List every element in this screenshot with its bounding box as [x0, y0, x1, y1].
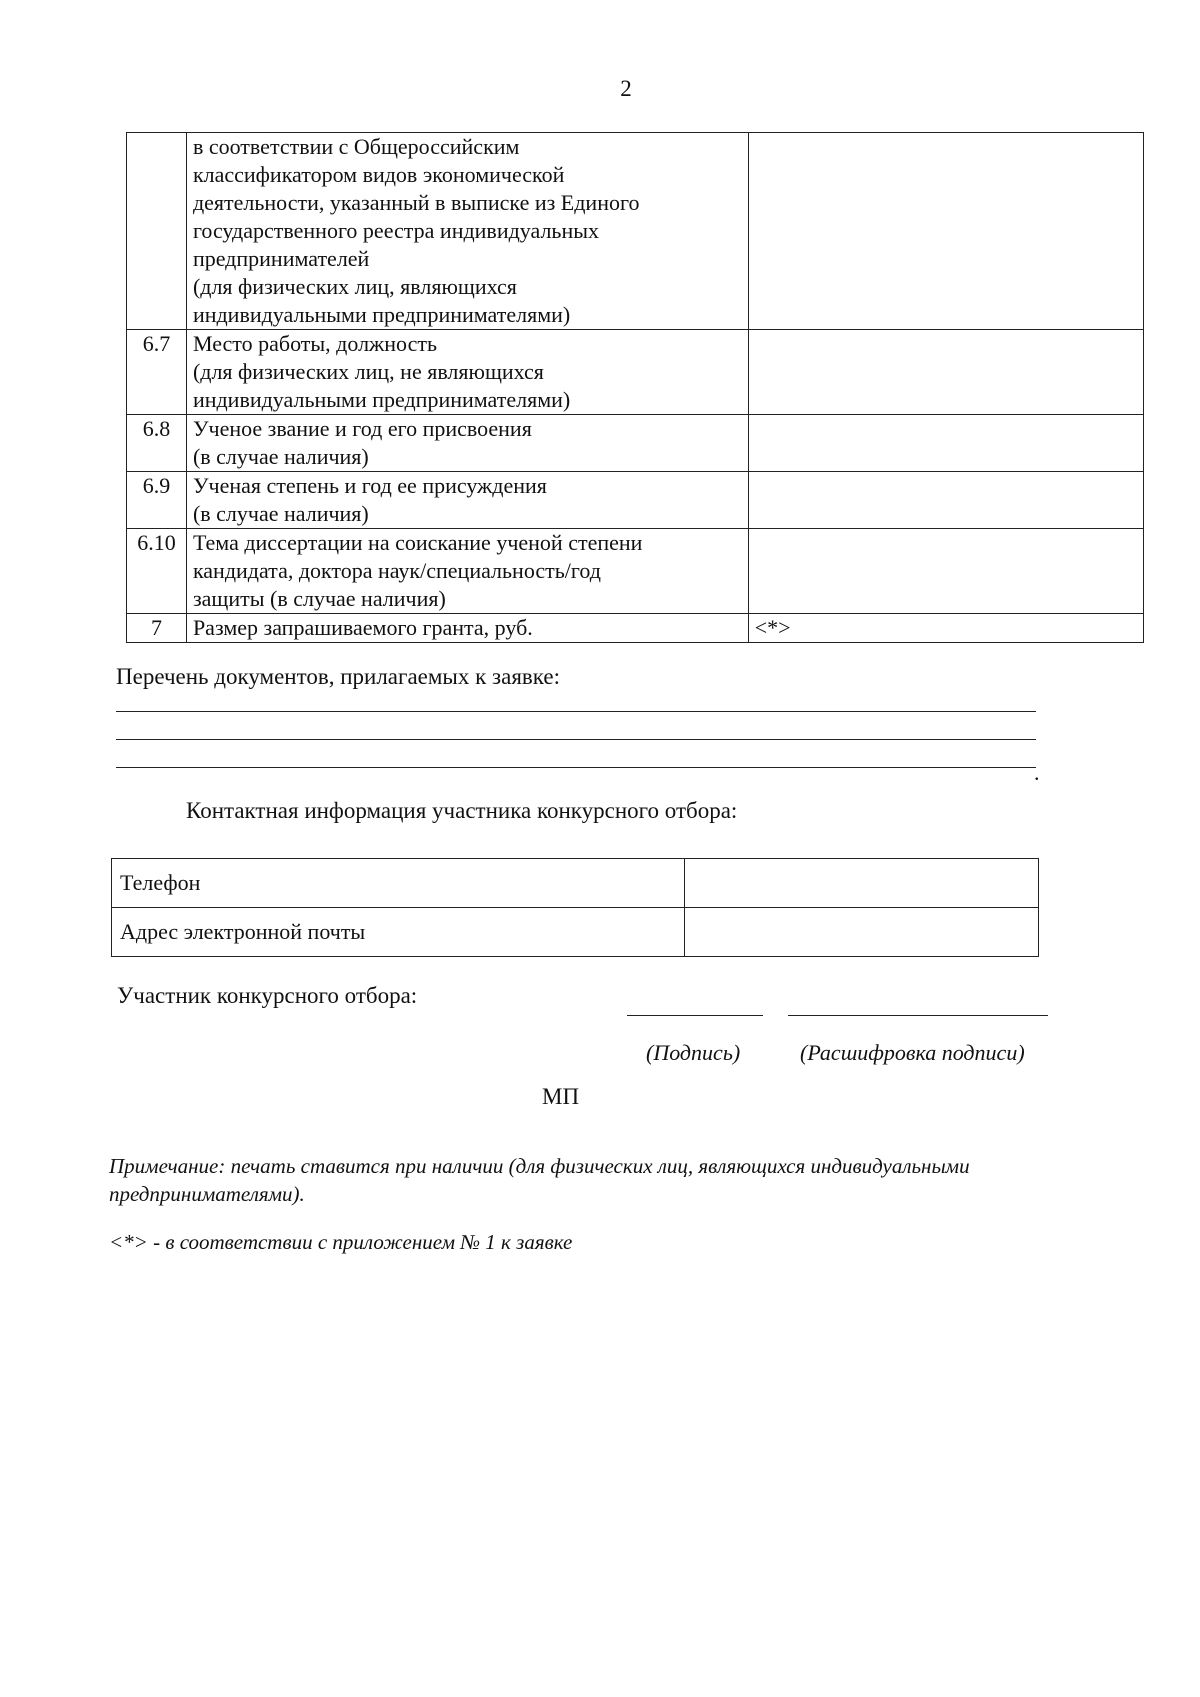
- table-row: [127, 330, 1144, 415]
- table-row: [127, 614, 1144, 643]
- row-description: [186, 133, 748, 330]
- contact-title: Контактная информация участника конкурсного отбора:: [186, 798, 738, 823]
- row-value: [748, 472, 1143, 529]
- phone-value: [685, 859, 1039, 908]
- page-number: 2: [620, 76, 632, 101]
- documents-end-mark: .: [1034, 760, 1040, 785]
- footnote-text: <*> - в соответствии с приложением № 1 к заявке: [109, 1230, 573, 1254]
- row-number: 6.10: [127, 529, 187, 614]
- row-description: [186, 330, 748, 415]
- signature-caption: (Подпись): [646, 1040, 741, 1065]
- table-row: [127, 415, 1144, 472]
- description-line: (в случае наличия): [192, 501, 369, 526]
- description-line: (для физических лиц, являющихся: [192, 274, 517, 299]
- note-text: Примечание: печать ставится при наличии (для физических лиц, являющихся индивидуальными предпринимателями).: [109, 1154, 970, 1206]
- row-value: [748, 133, 1143, 330]
- description-line: защиты (в случае наличия): [192, 586, 446, 611]
- description-line: классификатором видов экономической: [192, 162, 565, 187]
- description-line: предпринимателей: [192, 246, 370, 271]
- description-line: Размер запрашиваемого гранта, руб.: [192, 615, 533, 640]
- signature-decoding-line: [788, 1015, 1048, 1016]
- description-line: Место работы, должность: [192, 331, 437, 356]
- row-description: [186, 415, 748, 472]
- table-row: [127, 472, 1144, 529]
- description-line: (в случае наличия): [192, 444, 369, 469]
- row-number: 6.9: [127, 472, 187, 529]
- row-description: [186, 472, 748, 529]
- row-number: 6.8: [127, 415, 187, 472]
- email-label: Адрес электронной почты: [112, 908, 685, 957]
- row-value: <*>: [748, 614, 1143, 643]
- participant-label: Участник конкурсного отбора:: [117, 983, 418, 1008]
- row-number: 6.7: [127, 330, 187, 415]
- contact-row-phone: [112, 859, 1039, 908]
- row-description: [186, 614, 748, 643]
- description-line: индивидуальными предпринимателями): [192, 387, 571, 412]
- documents-line-1: [116, 711, 1036, 712]
- email-value: [685, 908, 1039, 957]
- documents-line-2: [116, 739, 1036, 740]
- application-table: [126, 132, 1144, 643]
- description-line: Ученая степень и год ее присуждения: [192, 473, 547, 498]
- stamp-label: МП: [542, 1084, 580, 1109]
- row-value: [748, 415, 1143, 472]
- decoding-caption: (Расшифровка подписи): [800, 1040, 1025, 1065]
- table-row: [127, 133, 1144, 330]
- description-line: Тема диссертации на соискание ученой степени: [192, 530, 643, 555]
- documents-list-title: Перечень документов, прилагаемых к заявке:: [116, 664, 560, 689]
- row-number: 7: [127, 614, 187, 643]
- row-number: [127, 133, 187, 330]
- description-line: Ученое звание и год его присвоения: [192, 416, 532, 441]
- phone-label: Телефон: [112, 859, 685, 908]
- description-line: деятельности, указанный в выписке из Единого: [192, 190, 640, 215]
- row-value: [748, 330, 1143, 415]
- row-description: [186, 529, 748, 614]
- description-line: государственного реестра индивидуальных: [192, 218, 600, 243]
- description-line: (для физических лиц, не являющихся: [192, 359, 544, 384]
- description-line: индивидуальными предпринимателями): [192, 302, 571, 327]
- contact-row-email: [112, 908, 1039, 957]
- row-value: [748, 529, 1143, 614]
- documents-line-3: [116, 767, 1036, 768]
- table-row: [127, 529, 1144, 614]
- description-line: кандидата, доктора наук/специальность/год: [192, 558, 601, 583]
- description-line: в соответствии с Общероссийским: [192, 134, 520, 159]
- contact-table: [111, 858, 1039, 957]
- signature-line: [627, 1015, 763, 1016]
